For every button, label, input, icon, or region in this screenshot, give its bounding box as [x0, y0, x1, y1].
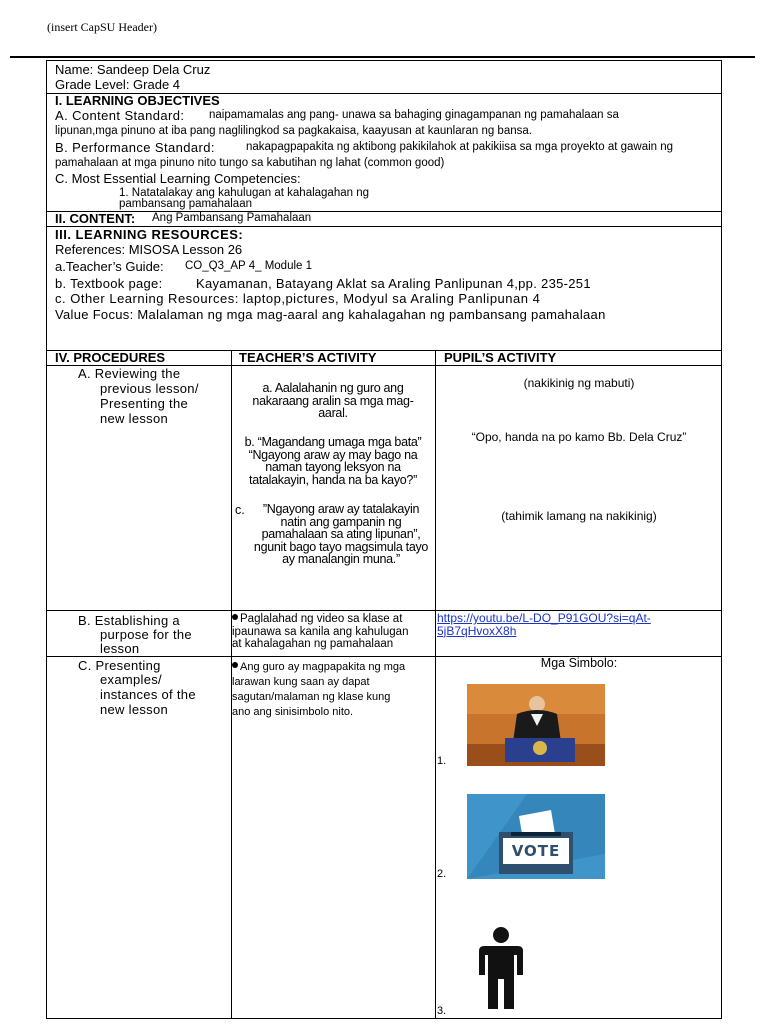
- references: References: MISOSA Lesson 26: [55, 242, 243, 257]
- procedure-b-label: B. Establishing a purpose for the lesson: [78, 613, 192, 656]
- textbook-label: b. Textbook page:: [55, 276, 163, 291]
- bullet-icon: [232, 662, 238, 668]
- header-rule: [10, 56, 755, 58]
- teachers-guide-label: a.Teacher’s Guide:: [55, 259, 164, 274]
- procedure-a-label: A. Reviewing the previous lesson/ Presenting the new lesson: [78, 366, 199, 426]
- teacher-activity-c-marker: c.: [235, 503, 245, 517]
- grade-level: Grade Level: Grade 4: [55, 77, 181, 92]
- row-divider: [46, 211, 722, 212]
- president-podium-image: [467, 684, 605, 766]
- competency-item: 1. Natatalakay ang kahulugan at kahalagahan ng: [119, 187, 370, 199]
- content-label: II. CONTENT:: [55, 211, 136, 226]
- teachers-guide-value: CO_Q3_AP 4_ Module 1: [185, 260, 313, 272]
- vote-label: VOTE: [511, 842, 561, 860]
- teacher-activity-c: ”Ngayong araw ay tatalakayin natin ang gampanin ng pamahalaan sa ating lipunan”, ngunit bago tayo magsimula tayo ay manalangin muna.”: [253, 502, 429, 566]
- resources-heading: III. LEARNING RESOURCES:: [55, 227, 244, 242]
- pupil-activity-c: (tahimik lamang na nakikinig): [501, 509, 657, 523]
- performance-standard-text: pamahalaan at mga pinuno nito tungo sa kabutihan ng lahat (common good): [55, 157, 445, 169]
- pupil-activity-b: “Opo, handa na po kamo Bb. Dela Cruz”: [471, 430, 687, 444]
- student-name: Name: Sandeep Dela Cruz: [55, 62, 211, 77]
- video-link[interactable]: https://youtu.be/L-DO_P91GOU?si=qAt- 5jB7qHvoxX8h: [437, 611, 651, 638]
- content-standard-text: lipunan,mga pinuno at iba pang naglilingkod sa pagkakaisa, kaayusan at kaunlaran ng bansa.: [55, 125, 532, 137]
- pupil-activity-a: (nakikinig ng mabuti): [523, 376, 635, 390]
- objectives-heading: I. LEARNING OBJECTIVES: [55, 93, 220, 108]
- teacher-activity-b: b. “Magandang umaga mga bata” “Ngayong araw ay may bago na naman tayong leksyon na tatalakayin, handa na ba kayo?”: [244, 435, 422, 487]
- content-value: Ang Pambansang Pamahalaan: [152, 212, 312, 224]
- performance-standard-label: B. Performance Standard:: [55, 140, 215, 155]
- teacher-activity-a: a. Aalalahanin ng guro ang nakaraang aralin sa mga mag- aaral.: [252, 381, 414, 420]
- symbol-number-1: 1.: [437, 755, 447, 767]
- column-divider: [435, 350, 436, 1019]
- competencies-heading: C. Most Essential Learning Competencies:: [55, 171, 301, 186]
- person-icon: [470, 925, 532, 1011]
- symbols-heading: Mga Simbolo:: [540, 656, 618, 670]
- teacher-activity-heading: TEACHER’S ACTIVITY: [239, 350, 377, 365]
- content-standard-text: naipamamalas ang pang- unawa sa bahaging ginagampanan ng pamahalaan sa: [209, 109, 619, 121]
- header-placeholder: (insert CapSU Header): [47, 20, 157, 34]
- symbol-number-3: 3.: [437, 1005, 447, 1017]
- textbook-value: Kayamanan, Batayang Aklat sa Araling Panlipunan 4,pp. 235-251: [196, 276, 591, 291]
- bullet-icon: [232, 614, 238, 620]
- performance-standard-text: nakapagpapakita ng aktibong pakikilahok at pakikiisa sa mga proyekto at gawain ng: [246, 141, 674, 153]
- content-standard-label: A. Content Standard:: [55, 108, 185, 123]
- pupil-activity-heading: PUPIL’S ACTIVITY: [444, 350, 557, 365]
- teacher-activity-pictures: Ang guro ay magpapakita ng mga larawan kung saan ay dapat sagutan/malaman ng klase kung ano ang sinisimbolo nito.: [232, 661, 406, 718]
- competency-item: pambansang pamahalaan: [119, 198, 252, 210]
- value-focus: Value Focus: Malalaman ng mga mag-aaral ang kahalagahan ng pambansang pamahalaan: [55, 307, 606, 322]
- other-resources: c. Other Learning Resources: laptop,pictures, Modyul sa Araling Panlipunan 4: [55, 291, 541, 306]
- teacher-activity-video: Paglalahad ng video sa klase at ipaunawa sa kanila ang kahulugan at kahalagahan ng pamahalaan: [232, 613, 409, 650]
- vote-ballot-image: [467, 794, 605, 879]
- symbol-number-2: 2.: [437, 868, 447, 880]
- procedure-c-label: C. Presenting examples/ instances of the new lesson: [78, 658, 196, 717]
- procedures-heading: IV. PROCEDURES: [55, 350, 166, 365]
